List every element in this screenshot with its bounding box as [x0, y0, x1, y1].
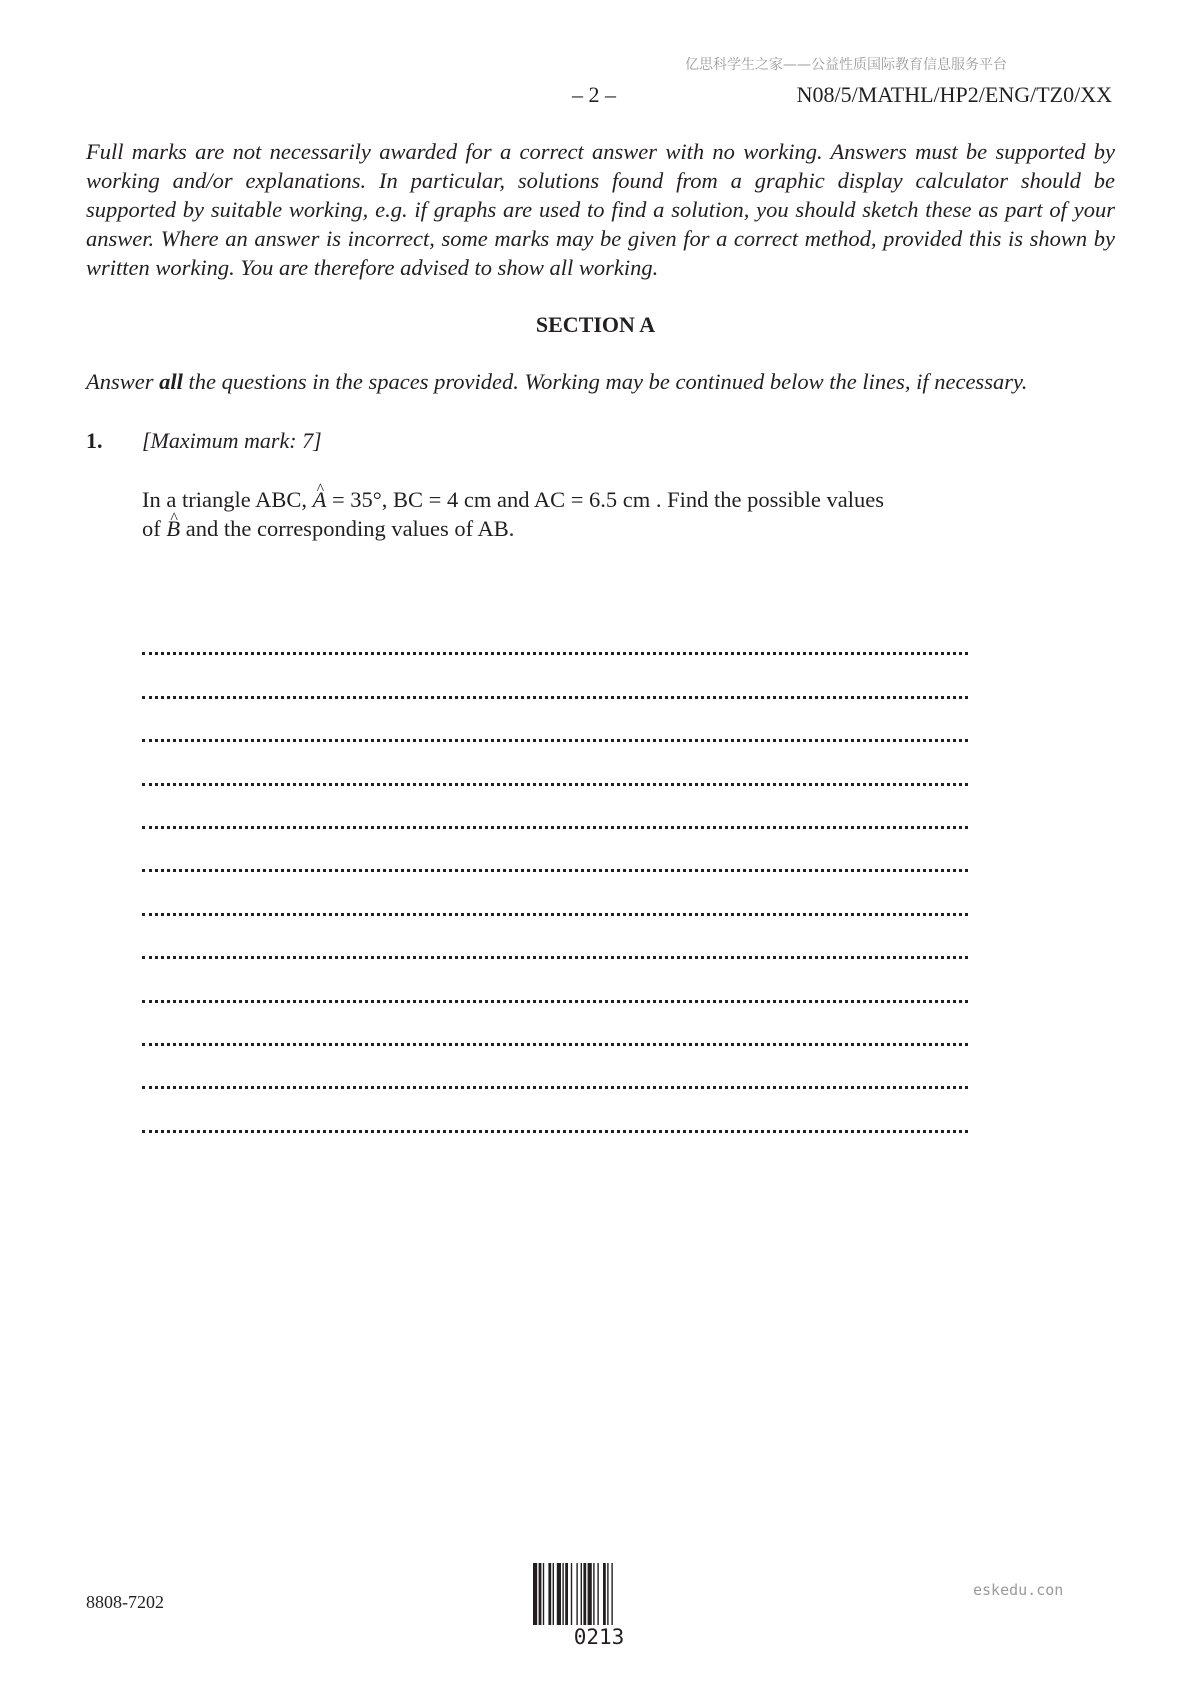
- question-line-1-suffix: = 35°, BC = 4 cm and AC = 6.5 cm . Find the possible values: [326, 487, 885, 512]
- watermark-text: 亿思科学生之家——公益性质国际教育信息服务平台: [685, 57, 1007, 73]
- barcode-bar: [562, 1563, 563, 1625]
- question-line-2: [142, 514, 972, 543]
- answer-line[interactable]: [142, 786, 968, 829]
- question-max-mark: [Maximum mark: 7]: [142, 428, 322, 453]
- angle-b-symbol: ^ B: [166, 514, 180, 543]
- answer-area[interactable]: [142, 612, 968, 1133]
- answer-line[interactable]: [142, 1046, 968, 1089]
- barcode-bar: [611, 1563, 612, 1625]
- answer-line[interactable]: [142, 655, 968, 698]
- barcode-bar: [576, 1563, 577, 1625]
- barcode-bar: [548, 1563, 551, 1625]
- answer-line[interactable]: [142, 612, 968, 655]
- question-number: 1.: [86, 428, 103, 453]
- barcode-bar: [583, 1563, 586, 1625]
- barcode-bar: [557, 1563, 561, 1625]
- barcode-bar: [543, 1563, 544, 1625]
- barcode-bar: [607, 1563, 608, 1625]
- angle-a-symbol: ^ A: [313, 485, 327, 514]
- question-text: [142, 485, 972, 543]
- answer-line[interactable]: [142, 1089, 968, 1132]
- answer-line[interactable]: [142, 742, 968, 785]
- barcode: [533, 1563, 665, 1625]
- answer-note-start: Answer: [86, 369, 160, 394]
- barcode-bar: [539, 1563, 542, 1625]
- barcode-bar: [588, 1563, 592, 1625]
- barcode-bar: [553, 1563, 554, 1625]
- answer-note-end: the questions in the spaces provided. Working may be continued below the lines, if necessary.: [182, 369, 1028, 394]
- paper-code: N08/5/MATHL/HP2/ENG/TZ0/XX: [796, 82, 1112, 107]
- barcode-bar: [571, 1563, 572, 1625]
- instructions-paragraph: Full marks are not necessarily awarded for a correct answer with no working. Answers must be supported by working and/or explanations. In particular, solutions found from a graphic display calculator should be supported by suitable working, e.g. if graphs are used to find a solution, you should sketch these as part of your answer. Where an answer is incorrect, some marks may be given for a correct method, provided this is shown by written working. You are therefore advised to show all working.: [86, 139, 1115, 280]
- answer-note-emphasis: all: [159, 369, 183, 394]
- barcode-bar: [597, 1563, 598, 1625]
- answer-line[interactable]: [142, 916, 968, 959]
- answer-line[interactable]: [142, 872, 968, 915]
- answer-line[interactable]: [142, 699, 968, 742]
- barcode-bar: [603, 1563, 606, 1625]
- section-title: SECTION A: [535, 312, 656, 337]
- barcode-number: 0213: [573, 1625, 625, 1649]
- barcode-bar: [565, 1563, 568, 1625]
- question-line-1-prefix: In a triangle ABC,: [142, 487, 313, 512]
- answer-line[interactable]: [142, 829, 968, 872]
- page-number: – 2 –: [572, 82, 616, 107]
- barcode-bar: [533, 1563, 537, 1625]
- footer-site-text: eskedu.con: [973, 1581, 1064, 1599]
- question-line-1: [142, 485, 972, 514]
- answer-instructions: [86, 369, 1027, 395]
- barcode-bar: [581, 1563, 582, 1625]
- answer-line[interactable]: [142, 1003, 968, 1046]
- footer-code: 8808-7202: [86, 1592, 164, 1612]
- barcode-bar: [593, 1563, 594, 1625]
- question-line-2-suffix: and the corresponding values of AB.: [180, 516, 515, 541]
- question-line-2-prefix: of: [142, 516, 167, 541]
- answer-line[interactable]: [142, 959, 968, 1002]
